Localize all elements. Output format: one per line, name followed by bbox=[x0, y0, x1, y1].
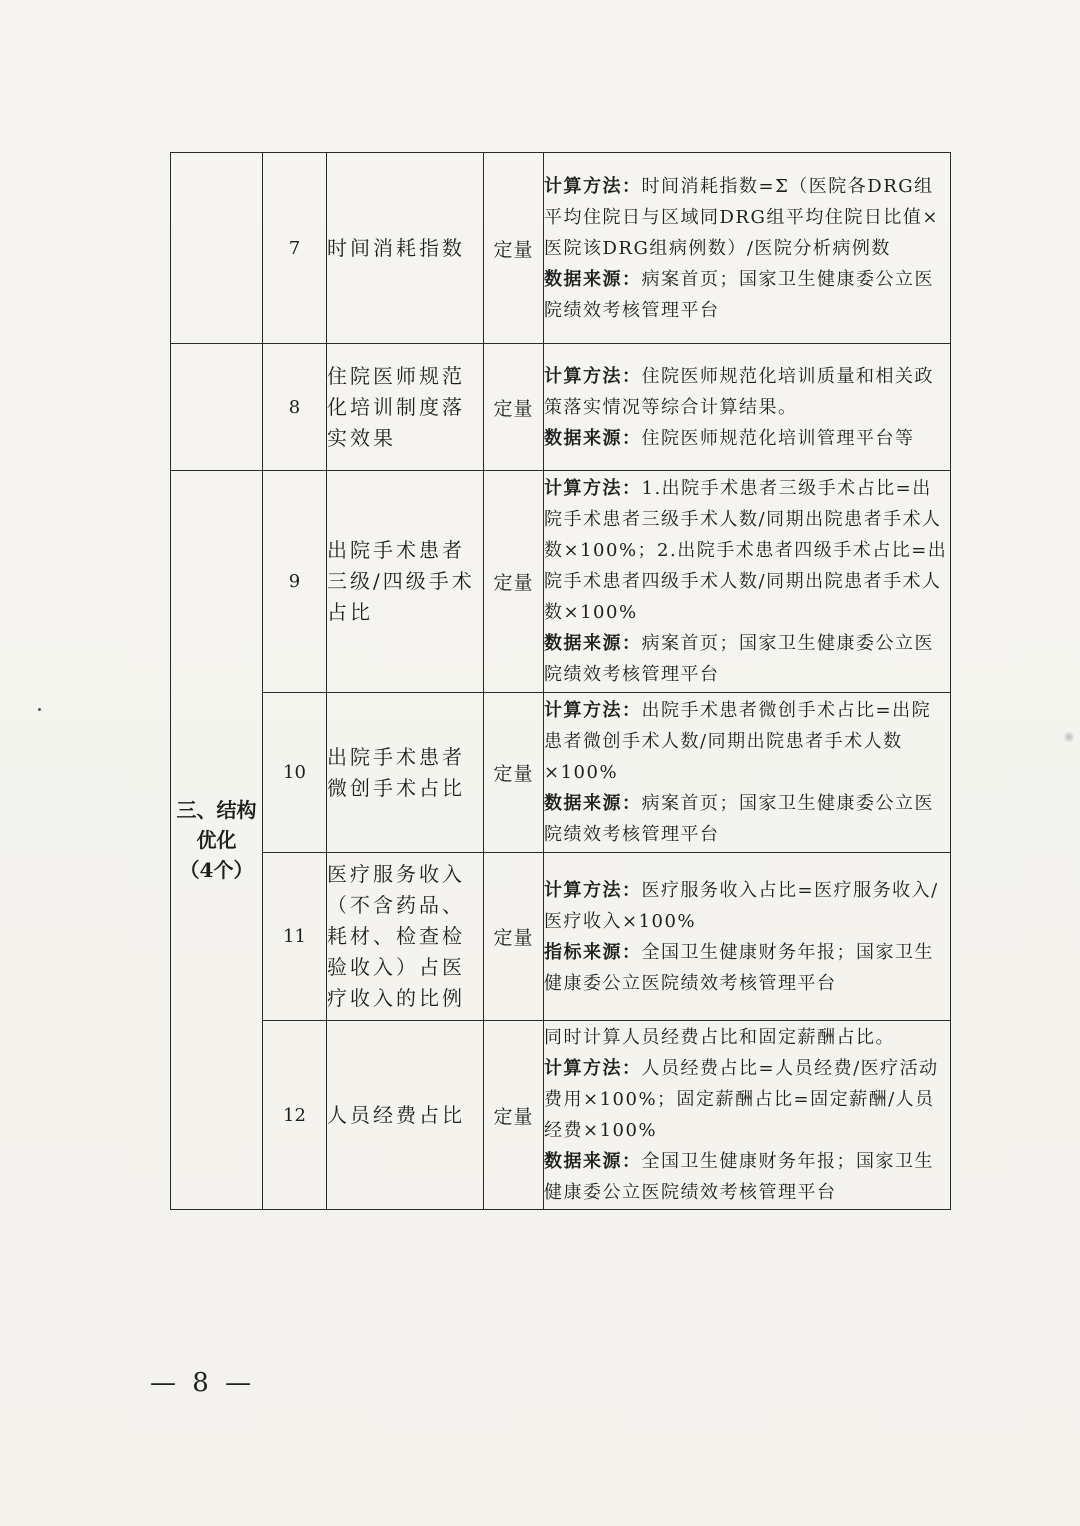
row-number: 11 bbox=[263, 853, 327, 1021]
indicator-type: 定量 bbox=[484, 153, 544, 344]
indicator-type: 定量 bbox=[484, 344, 544, 471]
method-text: 出院手术患者微创手术占比=出院患者微创手术人数/同期出院患者手术人数×100% bbox=[544, 700, 932, 783]
scan-smudge bbox=[1064, 730, 1074, 744]
table-row bbox=[171, 1021, 951, 1210]
source-text: 病案首页；国家卫生健康委公立医院绩效考核管理平台 bbox=[544, 268, 934, 321]
category-line: 三、结构 bbox=[176, 798, 257, 822]
table-row bbox=[171, 693, 951, 853]
method-label: 计算方法： bbox=[544, 478, 642, 499]
indicator-type: 定量 bbox=[484, 693, 544, 853]
method-text: 人员经费占比=人员经费/医疗活动费用×100%；固定薪酬占比=固定薪酬/人员经费×100% bbox=[544, 1058, 939, 1141]
source-label: 指标来源： bbox=[544, 941, 642, 963]
method-label: 计算方法： bbox=[544, 700, 642, 721]
indicator-name: 时间消耗指数 bbox=[327, 153, 484, 344]
source-text: 全国卫生健康财务年报；国家卫生健康委公立医院绩效考核管理平台 bbox=[544, 941, 934, 994]
source-label: 数据来源： bbox=[544, 793, 642, 814]
row-number: 9 bbox=[263, 471, 327, 693]
indicator-name: 人员经费占比 bbox=[327, 1021, 484, 1210]
source-text: 住院医师规范化培训管理平台等 bbox=[641, 427, 915, 449]
row-number: 7 bbox=[263, 153, 327, 344]
method-label: 计算方法： bbox=[544, 879, 642, 901]
table-row bbox=[171, 471, 951, 693]
indicator-name: 医疗服务收入（不含药品、耗材、检查检验收入）占医疗收入的比例 bbox=[327, 853, 484, 1021]
source-label: 数据来源： bbox=[544, 633, 642, 654]
indicator-table bbox=[170, 152, 951, 1210]
source-label: 数据来源： bbox=[544, 268, 642, 290]
source-label: 数据来源： bbox=[544, 1151, 642, 1172]
category-cell-continued bbox=[171, 153, 263, 344]
indicator-name: 出院手术患者微创手术占比 bbox=[327, 693, 484, 853]
indicator-type: 定量 bbox=[484, 1021, 544, 1210]
indicator-name: 出院手术患者三级/四级手术占比 bbox=[327, 471, 484, 693]
indicator-description bbox=[544, 344, 951, 471]
indicator-description bbox=[544, 693, 951, 853]
note-text: 同时计算人员经费占比和固定薪酬占比。 bbox=[544, 1027, 895, 1048]
page-number: — 8 — bbox=[150, 1368, 256, 1398]
category-line: （4个） bbox=[179, 858, 254, 882]
indicator-name: 住院医师规范化培训制度落实效果 bbox=[327, 344, 484, 471]
method-label: 计算方法： bbox=[544, 175, 642, 197]
method-text: 1.出院手术患者三级手术占比=出院手术患者三级手术人数/同期出院患者手术人数×100%；2.出院手术患者四级手术占比=出院手术患者四级手术人数/同期出院患者手术人数×100% bbox=[544, 478, 948, 623]
source-text: 病案首页；国家卫生健康委公立医院绩效考核管理平台 bbox=[544, 633, 934, 685]
table-row bbox=[171, 153, 951, 344]
scan-speck bbox=[38, 708, 41, 711]
method-label: 计算方法： bbox=[544, 1058, 642, 1079]
row-number: 12 bbox=[263, 1021, 327, 1210]
method-text: 住院医师规范化培训质量和相关政策落实情况等综合计算结果。 bbox=[544, 365, 934, 418]
table-row bbox=[171, 344, 951, 471]
indicator-type: 定量 bbox=[484, 471, 544, 693]
method-label: 计算方法： bbox=[544, 365, 642, 387]
indicator-description bbox=[544, 153, 951, 344]
indicator-description bbox=[544, 1021, 951, 1210]
method-text: 时间消耗指数=Σ（医院各DRG组平均住院日与区域同DRG组平均住院日比值×医院该DRG组病例数）/医院分析病例数 bbox=[544, 175, 939, 259]
row-number: 8 bbox=[263, 344, 327, 471]
source-text: 全国卫生健康财务年报；国家卫生健康委公立医院绩效考核管理平台 bbox=[544, 1151, 934, 1203]
table-row bbox=[171, 853, 951, 1021]
source-text: 病案首页；国家卫生健康委公立医院绩效考核管理平台 bbox=[544, 793, 934, 845]
category-cell-continued bbox=[171, 344, 263, 471]
indicator-description bbox=[544, 471, 951, 693]
row-number: 10 bbox=[263, 693, 327, 853]
method-text: 医疗服务收入占比=医疗服务收入/医疗收入×100% bbox=[544, 879, 939, 932]
indicator-description bbox=[544, 853, 951, 1021]
source-label: 数据来源： bbox=[544, 427, 642, 449]
category-line: 优化 bbox=[196, 828, 237, 852]
indicator-type: 定量 bbox=[484, 853, 544, 1021]
category-cell bbox=[171, 471, 263, 1210]
